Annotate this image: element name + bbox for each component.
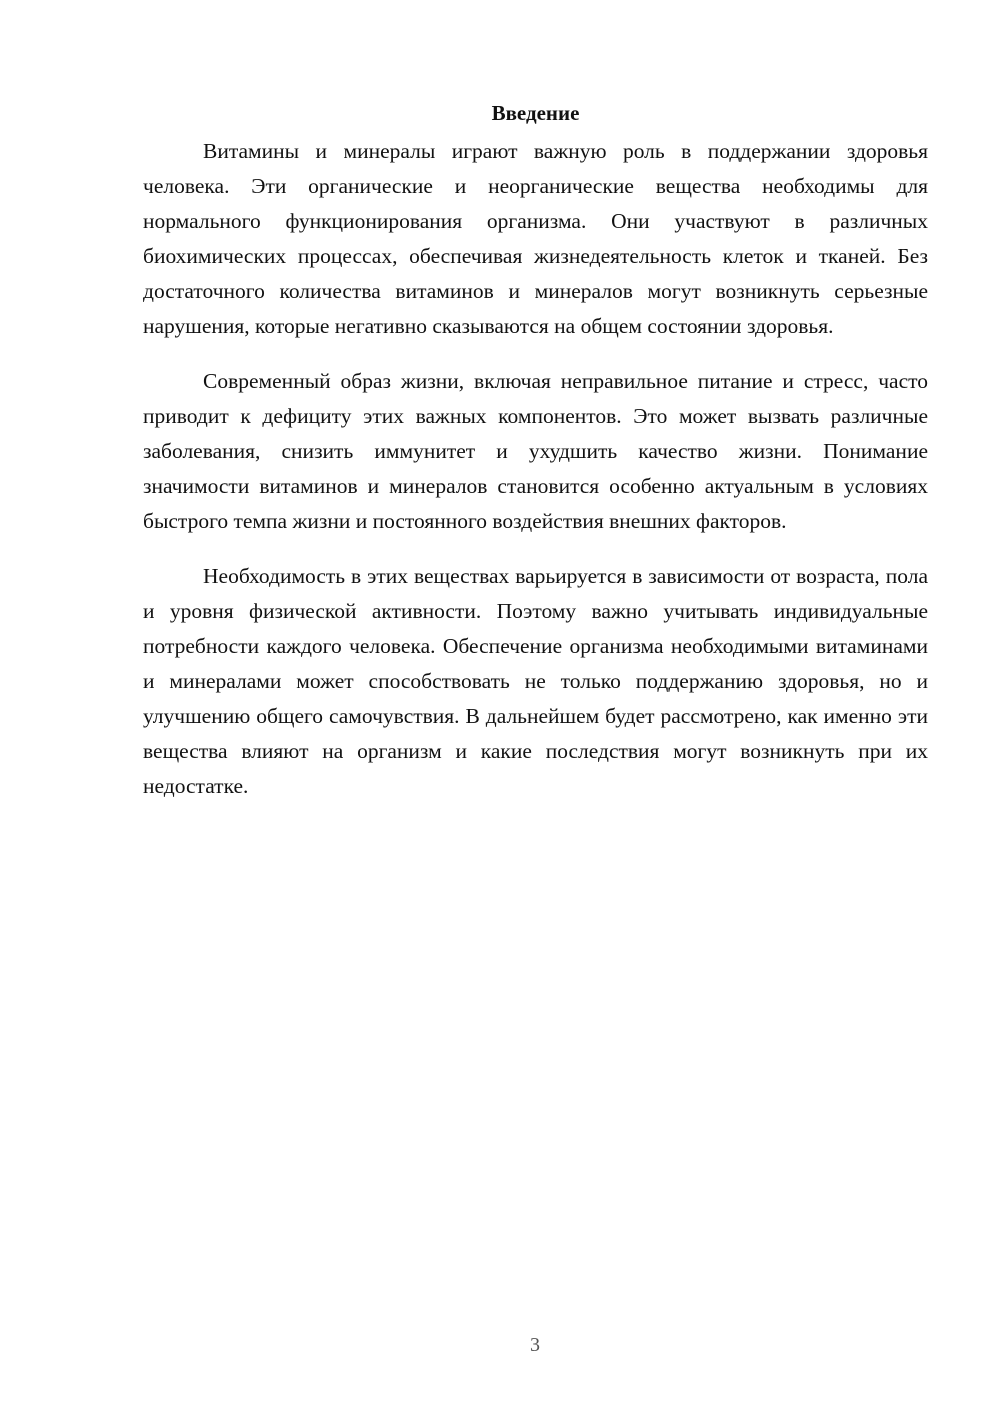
paragraph-2: Современный образ жизни, включая неправильное питание и стресс, часто приводит к дефициту этих важных компонентов. Это может вызвать различные заболевания, снизить иммунитет и ухудшить качество жизни. Понимание значимости витаминов и минералов становится особенно актуальным в условиях быстрого темпа жизни и постоянного воздействия внешних факторов.: [143, 369, 928, 533]
page-title: Введение: [491, 101, 580, 125]
paragraph-1: Витамины и минералы играют важную роль в поддержании здоровья человека. Эти органические и неорганические вещества необходимы для нормального функционирования организма. Они участвуют в различных биохимических процессах, обеспечивая жизнедеятельность клеток и тканей. Без достаточного количества витаминов и минералов могут возникнуть серьезные нарушения, которые негативно сказываются на общем состоянии здоровья.: [143, 139, 928, 338]
paragraph-3: Необходимость в этих веществах варьируется в зависимости от возраста, пола и уровня физической активности. Поэтому важно учитывать индивидуальные потребности каждого человека. Обеспечение организма необходимыми витаминами и минералами может способствовать не только поддержанию здоровья, но и улучшению общего самочувствия. В дальнейшем будет рассмотрено, как именно эти вещества влияют на организм и какие последствия могут возникнуть при их недостатке.: [143, 564, 928, 798]
page-content: [143, 98, 928, 824]
page-number: 3: [530, 1334, 540, 1356]
